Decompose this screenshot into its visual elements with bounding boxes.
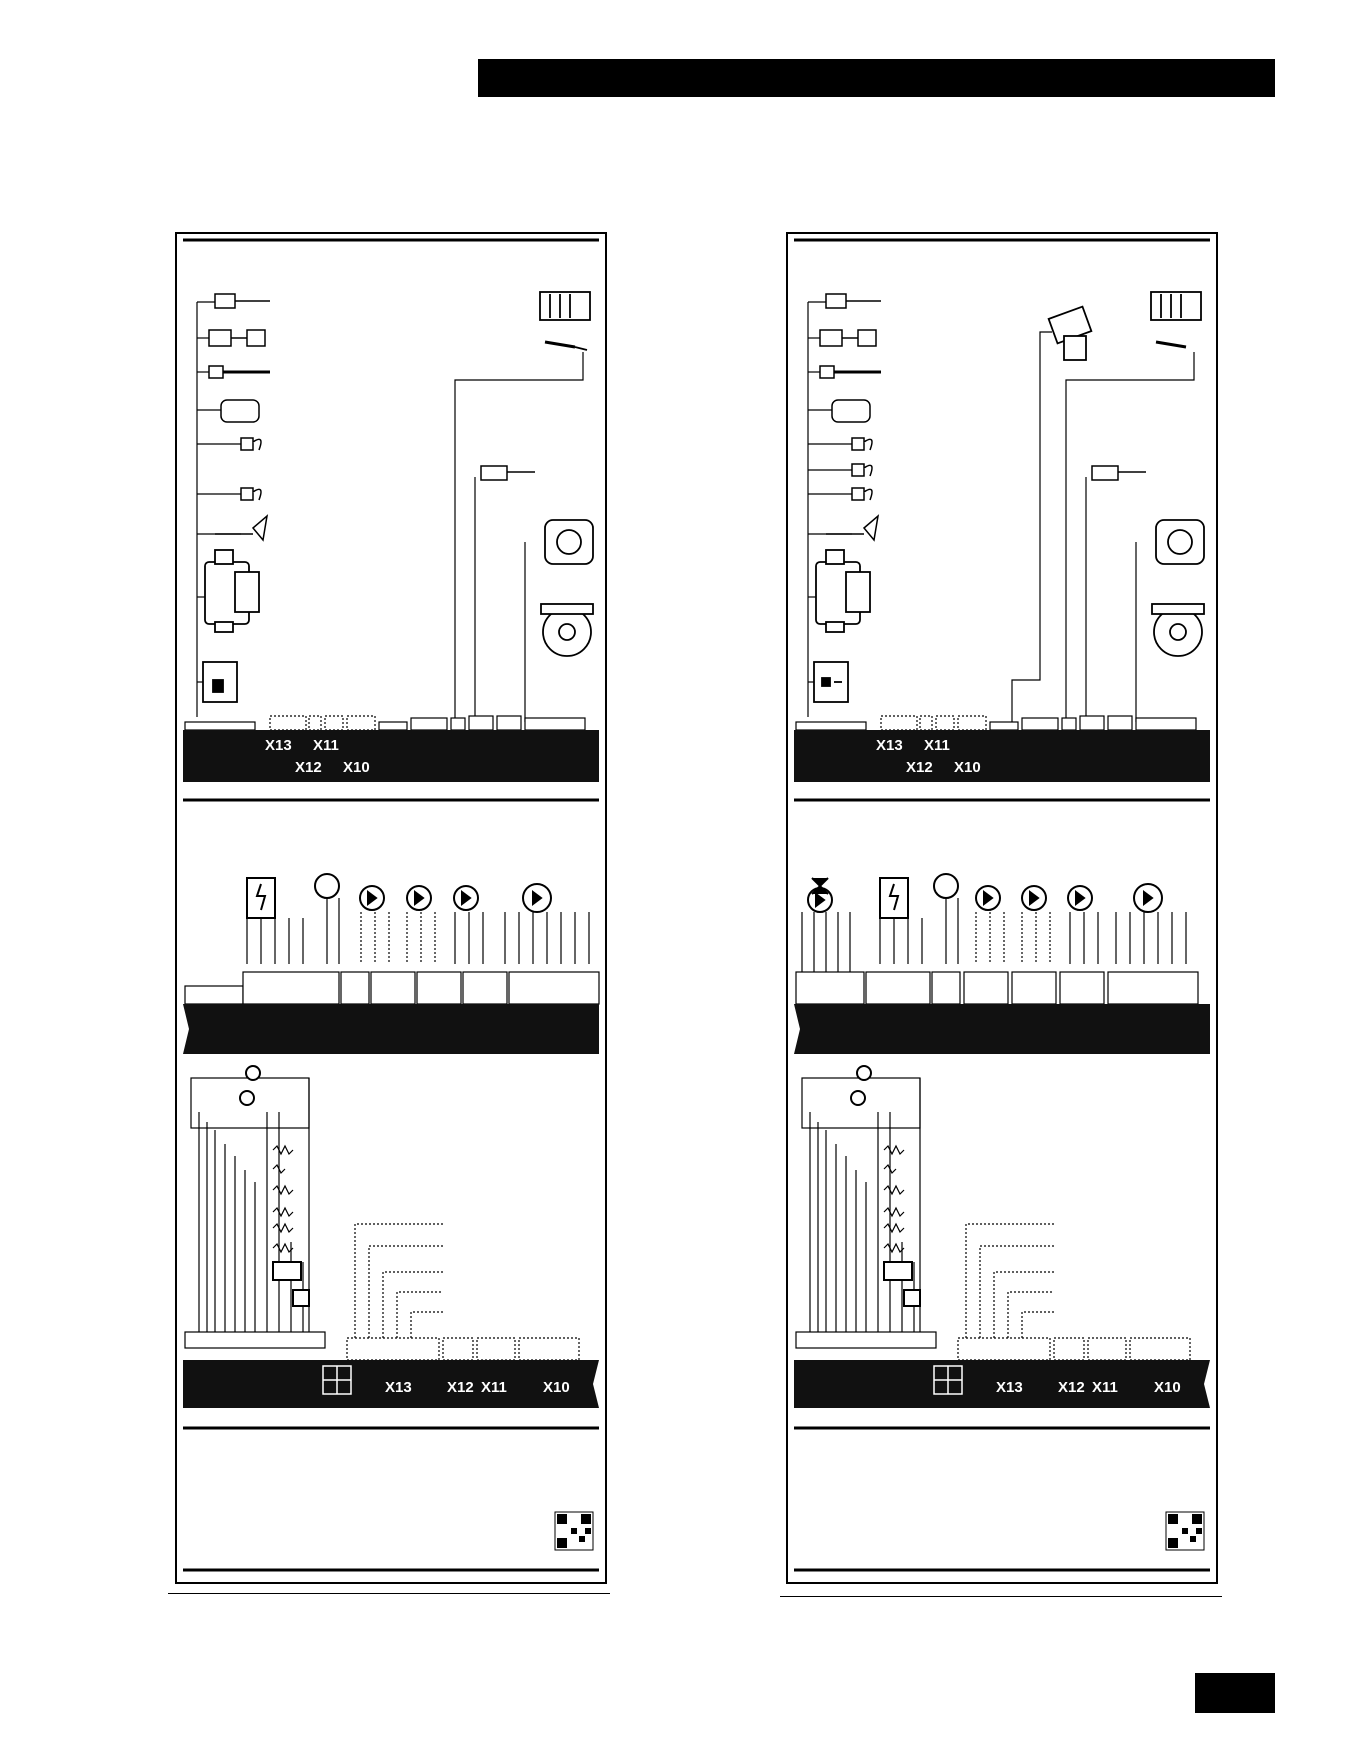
electrode-icon [481,466,535,480]
qr-code [555,1512,593,1550]
connector-strip [796,716,1196,730]
component-bus-right [808,302,852,717]
relay-box [884,1262,912,1280]
fan-icon [1152,604,1204,656]
terminal-row [185,972,599,1004]
connector-strip [185,716,585,730]
connector-label-x13: X13 [996,1379,1023,1396]
footer-rule-left [168,1593,610,1594]
pcb-module-icon [1151,292,1201,347]
qr-code [1166,1512,1204,1550]
sensor-icon [209,294,270,540]
electrode-icon [1092,466,1146,480]
terminal-symbols [808,874,1162,918]
connector-label-x12: X12 [1058,1379,1085,1396]
connector-label-x12: X12 [447,1379,474,1396]
relay-box [293,1290,309,1306]
connector-label-x11: X11 [481,1379,507,1396]
connector-label-x10: X10 [343,759,370,776]
connector-label-x10: X10 [954,759,981,776]
connector-block [794,730,1210,782]
input-block [185,1332,325,1348]
terminal-row [796,972,1198,1004]
screw-terminal-row [347,1338,579,1360]
switch-icon [203,662,237,702]
connector-label-x11: X11 [313,737,339,754]
page-number-badge [1195,1673,1275,1713]
connector-label-x11: X11 [924,737,950,754]
footer-rule-right [780,1596,1222,1597]
relay-box [273,1262,301,1280]
switch-icon [814,662,848,702]
connector-label-x12: X12 [295,759,322,776]
connector-label-x13: X13 [265,737,292,754]
wiring-diagram-left [175,232,610,1587]
wiring-diagram-right [786,232,1221,1587]
terminal-block [183,1004,599,1054]
pump-icon [1156,520,1204,564]
connector-label-x11: X11 [1092,1379,1118,1396]
connector-label-x10: X10 [1154,1379,1181,1396]
sensor-icon [820,294,881,540]
gas-valve-icon [816,550,870,632]
gas-valve-icon [205,550,259,632]
connector-label-x10: X10 [543,1379,570,1396]
diverter-valve-icon [1049,307,1092,360]
relay-box [904,1290,920,1306]
terminal-symbols [247,874,551,918]
pcb-module-icon [540,292,590,350]
fan-icon [541,604,593,656]
header-bar [478,59,1275,97]
component-bus-left [197,302,241,717]
screw-terminal-row [958,1338,1190,1360]
connector-block [183,730,599,782]
pump-icon [545,520,593,564]
input-block [796,1332,936,1348]
connector-label-x13: X13 [876,737,903,754]
connector-label-x12: X12 [906,759,933,776]
connector-label-x13: X13 [385,1379,412,1396]
terminal-block [794,1004,1210,1054]
